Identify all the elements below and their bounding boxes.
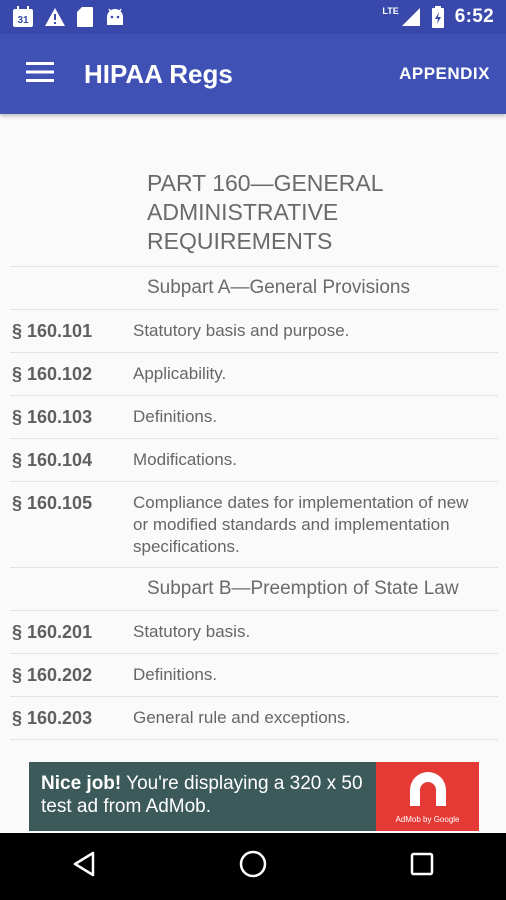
section-title: Compliance dates for implementation of new or modified standards and implementation specifications. — [133, 493, 469, 556]
section-number: § 160.103 — [12, 407, 93, 427]
section-row-160-101[interactable] — [0, 310, 506, 352]
home-circle-icon — [238, 849, 268, 884]
subpart-heading: Subpart A—General Provisions — [147, 277, 410, 298]
warning-icon — [44, 7, 66, 27]
regulations-list[interactable] — [0, 114, 506, 754]
section-number: § 160.104 — [12, 450, 93, 470]
section-title: General rule and exceptions. — [133, 708, 351, 727]
clock: 6:52 — [454, 6, 494, 27]
sd-card-icon — [76, 6, 94, 28]
admob-icon — [408, 770, 448, 813]
section-number: § 160.202 — [12, 665, 93, 685]
section-title: Definitions. — [133, 665, 218, 684]
section-number: § 160.101 — [12, 321, 93, 341]
ad-text — [29, 762, 376, 831]
section-title: Definitions. — [133, 407, 218, 426]
section-title: Modifications. — [133, 450, 237, 469]
part-title: PART 160—GENERAL ADMINISTRATIVE REQUIREMENTS — [147, 170, 383, 254]
home-button[interactable] — [218, 837, 288, 897]
status-bar — [0, 0, 506, 34]
section-row-160-102[interactable] — [0, 353, 506, 395]
back-button[interactable] — [49, 837, 119, 897]
app-bar — [0, 34, 506, 114]
section-title: Statutory basis and purpose. — [133, 321, 350, 340]
calendar-icon — [12, 6, 34, 28]
svg-text:31: 31 — [17, 15, 29, 26]
section-row-160-103[interactable] — [0, 396, 506, 438]
section-row-160-202[interactable] — [0, 654, 506, 696]
app-title: HIPAA Regs — [84, 58, 233, 89]
hamburger-menu-icon — [26, 61, 54, 88]
subpart-heading: Subpart B—Preemption of State Law — [147, 578, 459, 599]
section-row-160-104[interactable] — [0, 439, 506, 481]
section-number: § 160.102 — [12, 364, 93, 384]
recents-square-icon — [409, 851, 435, 882]
section-number: § 160.203 — [12, 708, 93, 728]
admob-logo — [376, 762, 479, 831]
section-row-160-201[interactable] — [0, 611, 506, 653]
signal-icon — [401, 7, 421, 27]
ad-container — [0, 754, 506, 833]
ad-body: You're displaying a 320 x 50 test ad from AdMob. — [41, 773, 363, 817]
battery-icon — [431, 6, 445, 28]
ad-headline: Nice job! — [41, 773, 122, 794]
section-number: § 160.105 — [12, 493, 93, 513]
navigation-bar — [0, 833, 506, 900]
recents-button[interactable] — [387, 837, 457, 897]
network-type-label: LTE — [382, 6, 399, 16]
test-ad-banner[interactable] — [29, 762, 479, 831]
appendix-button[interactable]: APPENDIX — [399, 64, 490, 83]
section-row-160-105[interactable] — [0, 482, 506, 567]
section-title: Applicability. — [133, 364, 227, 383]
android-icon — [104, 7, 126, 27]
back-triangle-icon — [71, 850, 97, 883]
admob-logo-text: AdMob by Google — [395, 814, 460, 824]
section-title: Statutory basis. — [133, 622, 251, 641]
menu-button[interactable] — [0, 34, 80, 114]
section-row-160-203[interactable] — [0, 697, 506, 739]
section-number: § 160.201 — [12, 622, 93, 642]
